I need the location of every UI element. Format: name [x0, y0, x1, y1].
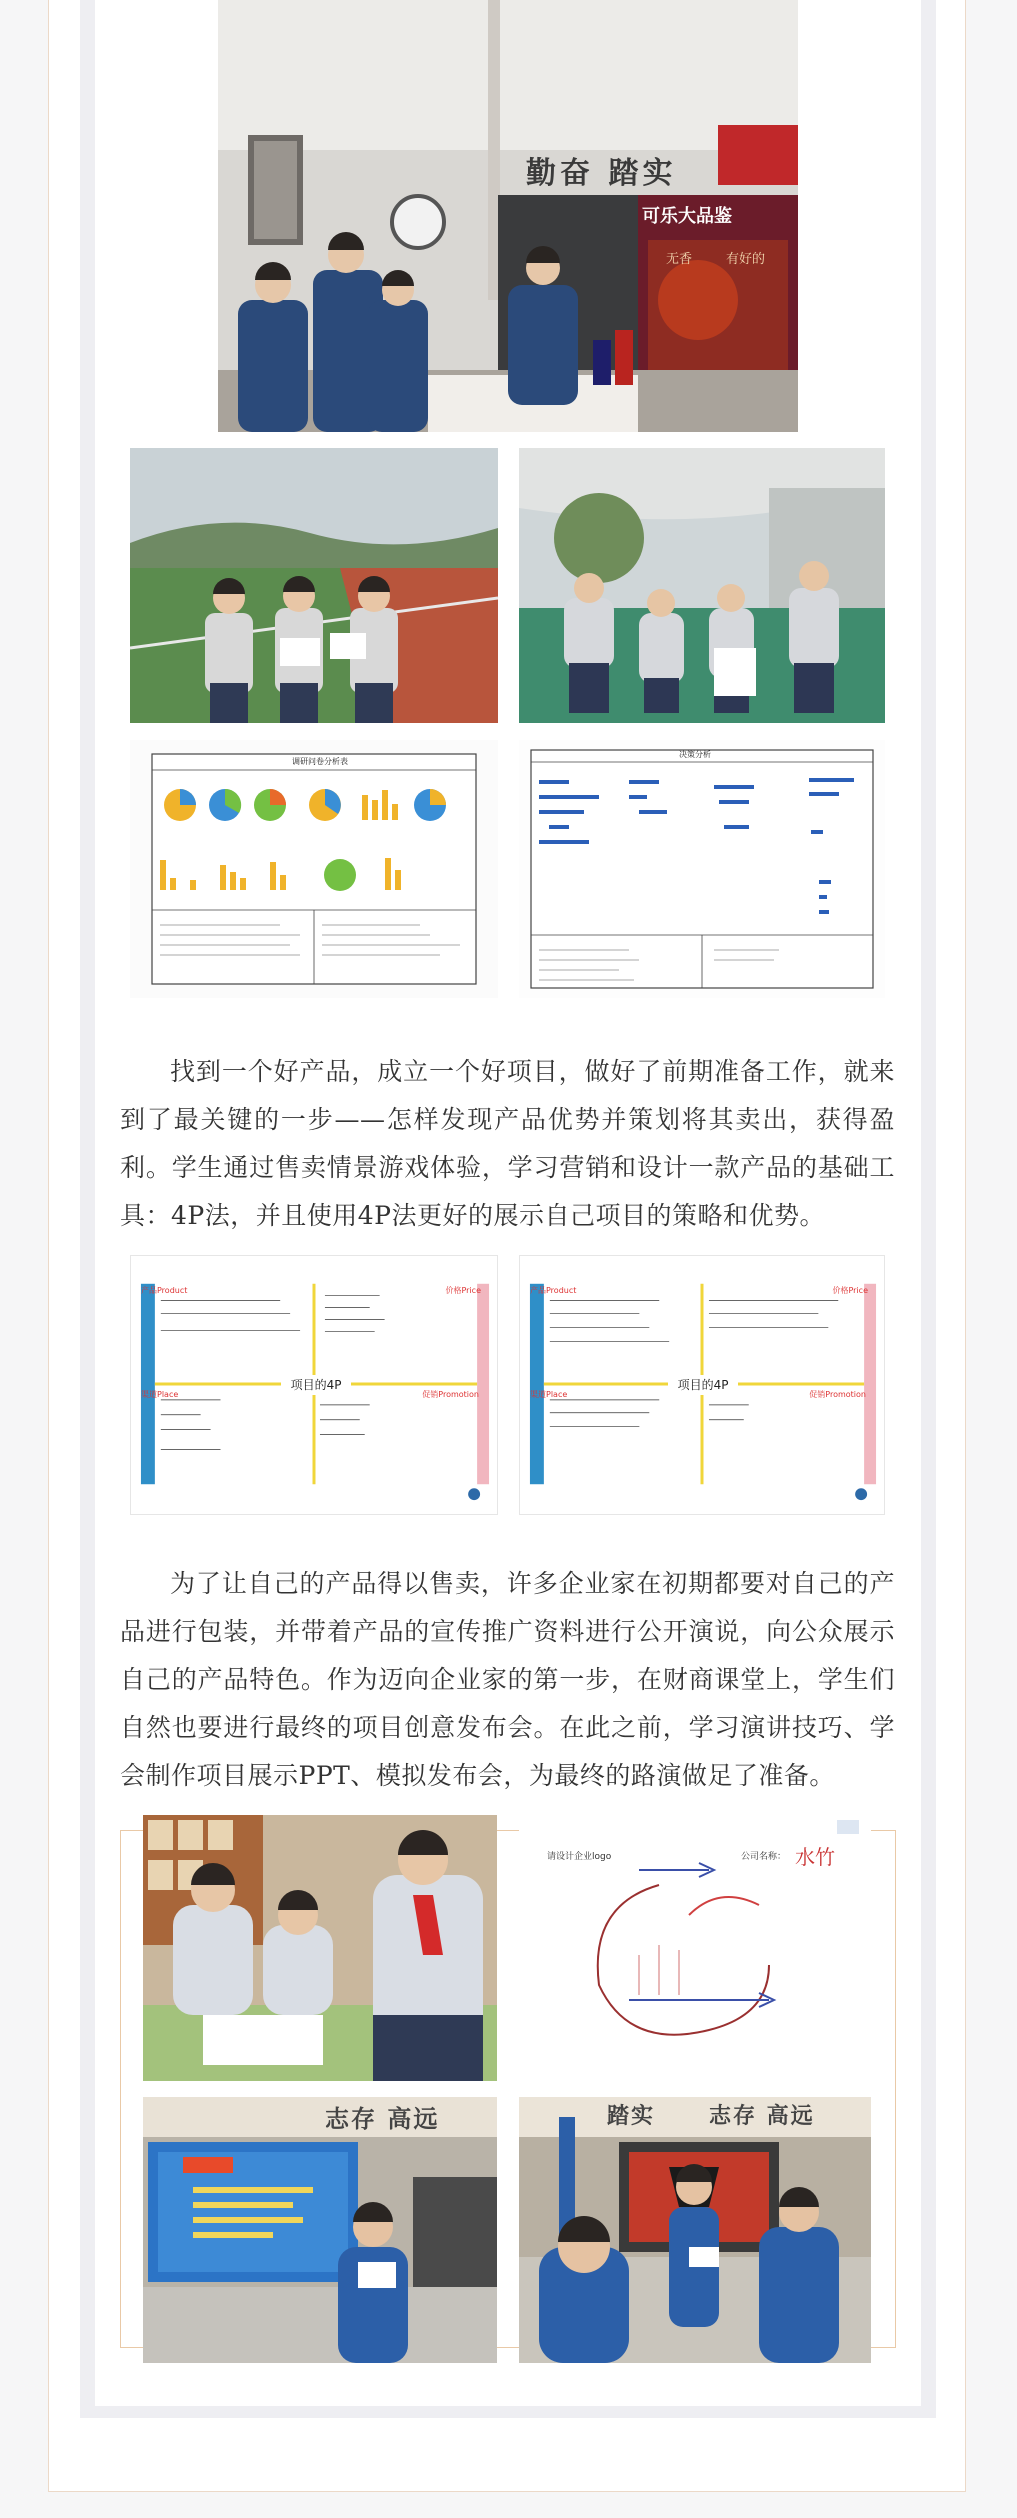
photo-4p-worksheet-left — [130, 1255, 498, 1515]
survey-chart-title: 调研问卷分析表 — [292, 757, 348, 766]
photo-logo-design-sheet — [519, 1815, 871, 2065]
classroom-right-banner-right: 志存 高远 — [709, 2104, 815, 2129]
screen-sub-left: 无香 — [666, 252, 693, 267]
photo-field-survey — [130, 448, 498, 723]
logo-sheet-right-label: 公司名称： — [741, 1852, 787, 1862]
screen-sub-right: 有好的 — [726, 252, 766, 267]
screen-title: 可乐大品鉴 — [642, 206, 732, 227]
photo-student-presenting-screen — [143, 2097, 497, 2363]
classroom-left-banner: 志存 高远 — [325, 2105, 440, 2133]
4p-left-center: 项目的4P — [281, 1375, 351, 1395]
4p-right-place: 渠道Place — [530, 1390, 568, 1399]
photo-4p-worksheet-right — [519, 1255, 885, 1515]
4p-left-price: 价格Price — [445, 1286, 481, 1295]
photo-students-raising-hands — [519, 2097, 871, 2363]
classroom-right-banner-left: 踏实 — [607, 2104, 656, 2129]
4p-right-product: 产品Product — [530, 1286, 577, 1295]
photo-cola-tasting — [218, 0, 798, 432]
photo-group-desk — [143, 1815, 497, 2081]
photo-decision-table-sheet — [519, 740, 885, 998]
logo-sheet-brand: 水竹 — [795, 1845, 835, 1869]
decision-table-title: 决策分析 — [679, 750, 711, 759]
4p-left-promotion: 促销Promotion — [422, 1390, 479, 1399]
paragraph-4p-intro: 找到一个好产品，成立一个好项目，做好了前期准备工作，就来到了最关键的一步——怎样发现产品优势并策划将其卖出，获得盈利。学生通过售卖情景游戏体验，学习营销和设计一款产品的基础工具：4P法，并且使用4P法更好的展示自己项目的策略和优势。 — [120, 1057, 895, 1230]
4p-left-place: 渠道Place — [141, 1390, 179, 1399]
photo-court-survey — [519, 448, 885, 723]
4p-right-center: 项目的4P — [668, 1375, 738, 1395]
4p-right-price: 价格Price — [832, 1286, 868, 1295]
4p-right-promotion: 促销Promotion — [809, 1390, 866, 1399]
paragraph-launch-event: 为了让自己的产品得以售卖，许多企业家在初期都要对自己的产品进行包装，并带着产品的宣传推广资料进行公开演说，向公众展示自己的产品特色。作为迈向企业家的第一步，在财商课堂上，学生们自然也要进行最终的项目创意发布会。在此之前，学习演讲技巧、学会制作项目展示PPT、模拟发布会，为最终的路演做足了准备。 — [120, 1569, 895, 1790]
banner-motto: 勤奋 踏实 — [526, 156, 677, 191]
logo-sheet-left-label: 请设计企业logo — [547, 1852, 612, 1862]
photo-survey-chart-sheet — [130, 740, 498, 998]
4p-left-product: 产品Product — [141, 1286, 188, 1295]
